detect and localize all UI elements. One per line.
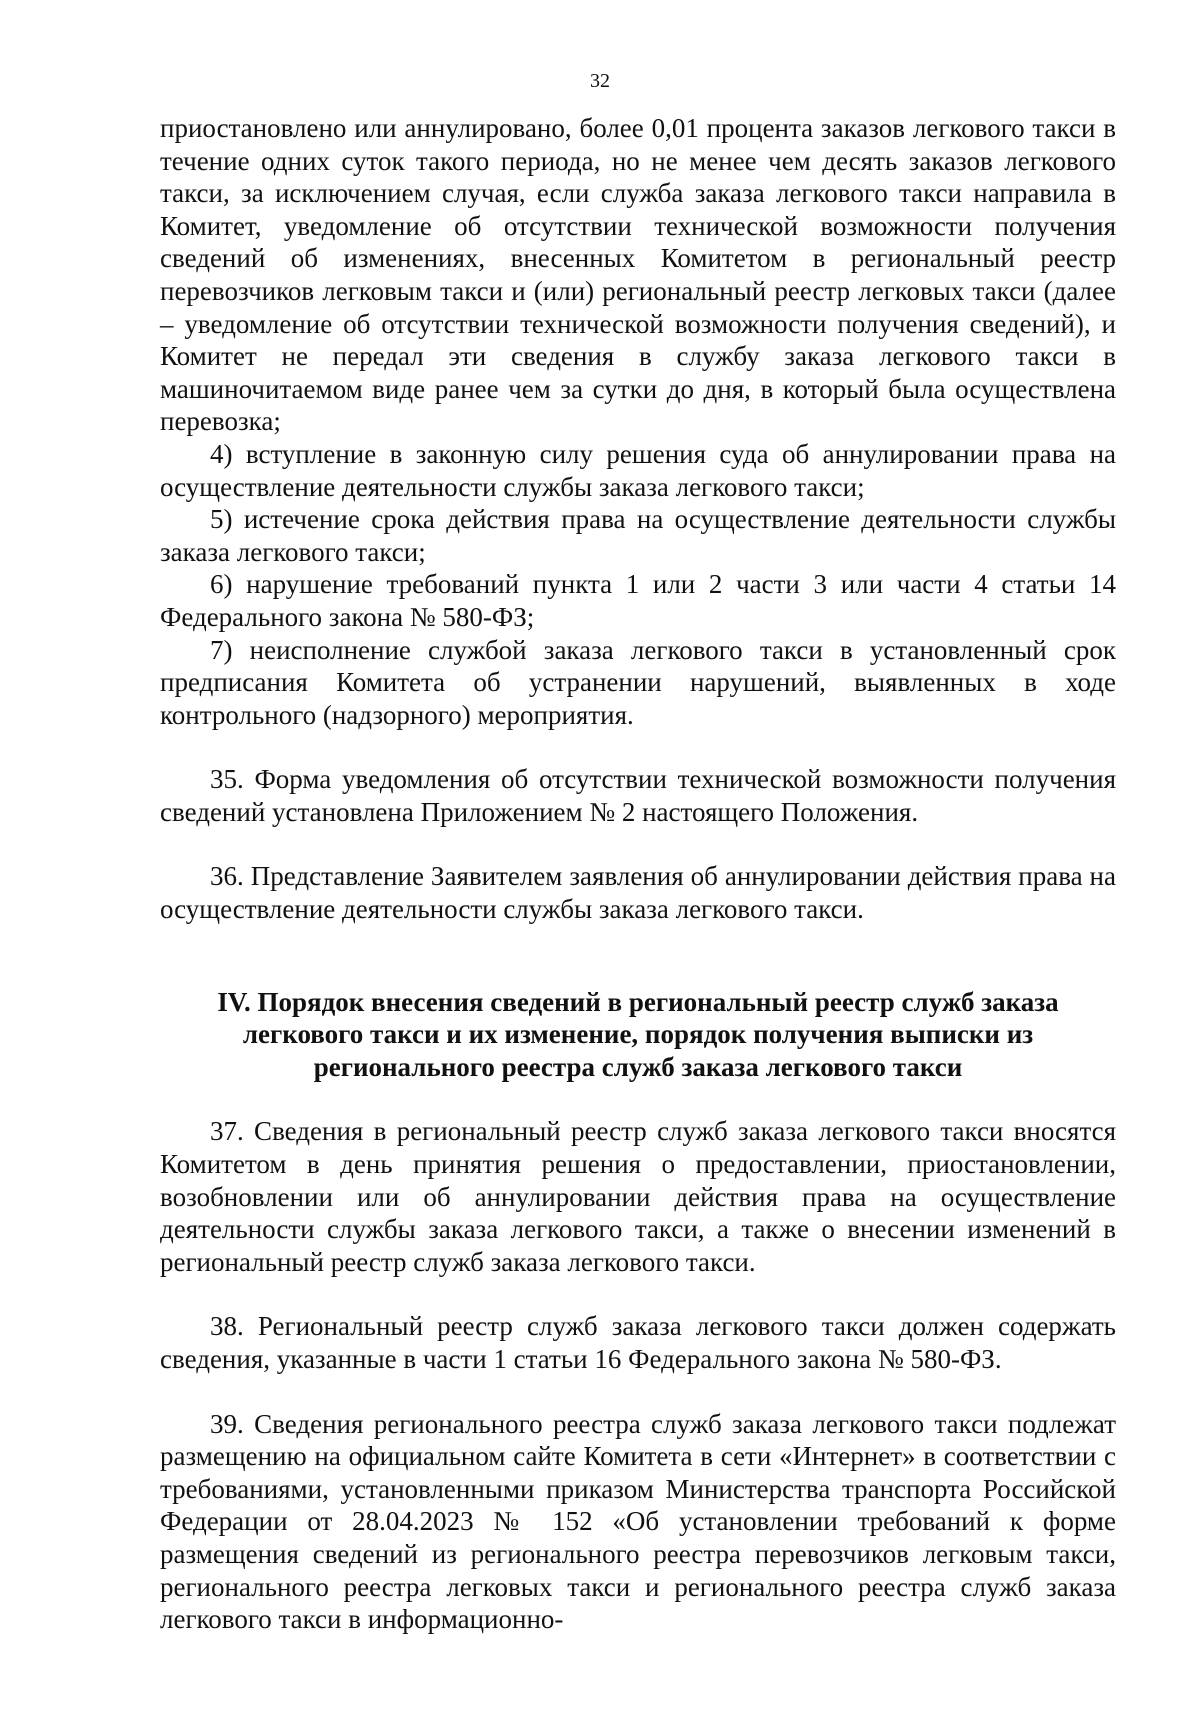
document-body (160, 112, 1116, 1636)
paragraph-35: 35. Форма уведомления об отсутствии технической возможности получения сведений установлена Приложением № 2 настоящего Положения. (160, 764, 1116, 827)
paragraph-37: 37. Сведения в региональный реестр служб заказа легкового такси вносятся Комитетом в день принятия решения о предоставлении, приостановлении, возобновлении или об аннулировании действия права на осуществление деятельности службы заказа легкового такси, а также о внесении изменений в региональный реестр служб заказа легкового такси. (160, 1116, 1116, 1277)
section-heading: IV. Порядок внесения сведений в региональный реестр служб заказа легкового такси и их изменение, порядок получения выписки из регионального реестра служб заказа легкового такси (217, 986, 1059, 1082)
spacer (160, 828, 1116, 860)
spacer (160, 1376, 1116, 1408)
list-item-5: 5) истечение срока действия права на осуществление деятельности службы заказа легкового такси; (160, 504, 1116, 567)
paragraph-39: 39. Сведения регионального реестра служб заказа легкового такси подлежат размещению на официальном сайте Комитета в сети «Интернет» в соответствии с требованиями, установленными приказом Министерства транспорта Российской Федерации от 28.04.2023 № 152 «Об установлении требований к форме размещения сведений из регионального реестра перевозчиков легковым такси, регионального реестра легковых такси и регионального реестра служб заказа легкового такси в информационно- (160, 1408, 1116, 1635)
paragraph-38: 38. Региональный реестр служб заказа легкового такси должен содержать сведения, указанные в части 1 статьи 16 Федерального закона № 580-ФЗ. (160, 1311, 1116, 1374)
spacer (160, 731, 1116, 763)
list-item-7: 7) неисполнение службой заказа легкового такси в установленный срок предписания Комитета об устранении нарушений, выявленных в ходе контрольного (надзорного) мероприятия. (160, 634, 1116, 730)
paragraph-36: 36. Представление Заявителем заявления об аннулировании действия права на осуществление деятельности службы заказа легкового такси. (160, 861, 1116, 925)
page-number: 32 (590, 70, 610, 92)
list-item-4: 4) вступление в законную силу решения суда об аннулировании права на осуществление деятельности службы заказа легкового такси; (160, 438, 1116, 502)
paragraph-continued: приостановлено или аннулировано, более 0,01 процента заказов легкового такси в течение одних суток такого периода, но не менее чем десять заказов легкового такси, за исключением случая, если служба заказа легкового такси направила в Комитет, уведомление об отсутствии технической возможности получения сведений об изменениях, внесенных Комитетом в региональный реестр перевозчиков легковым такси и (или) региональный реестр легковых такси (далее – уведомление об отсутствии технической возможности получения сведений), и Комитет не передал эти сведения в службу заказа легкового такси в машиночитаемом виде ранее чем за сутки до дня, в который была осуществлена перевозка; (160, 113, 1116, 437)
spacer (160, 1083, 1116, 1115)
list-item-6: 6) нарушение требований пункта 1 или 2 части 3 или части 4 статьи 14 Федерального закона № 580-ФЗ; (160, 569, 1116, 632)
spacer (160, 1278, 1116, 1310)
spacer (160, 926, 1116, 986)
